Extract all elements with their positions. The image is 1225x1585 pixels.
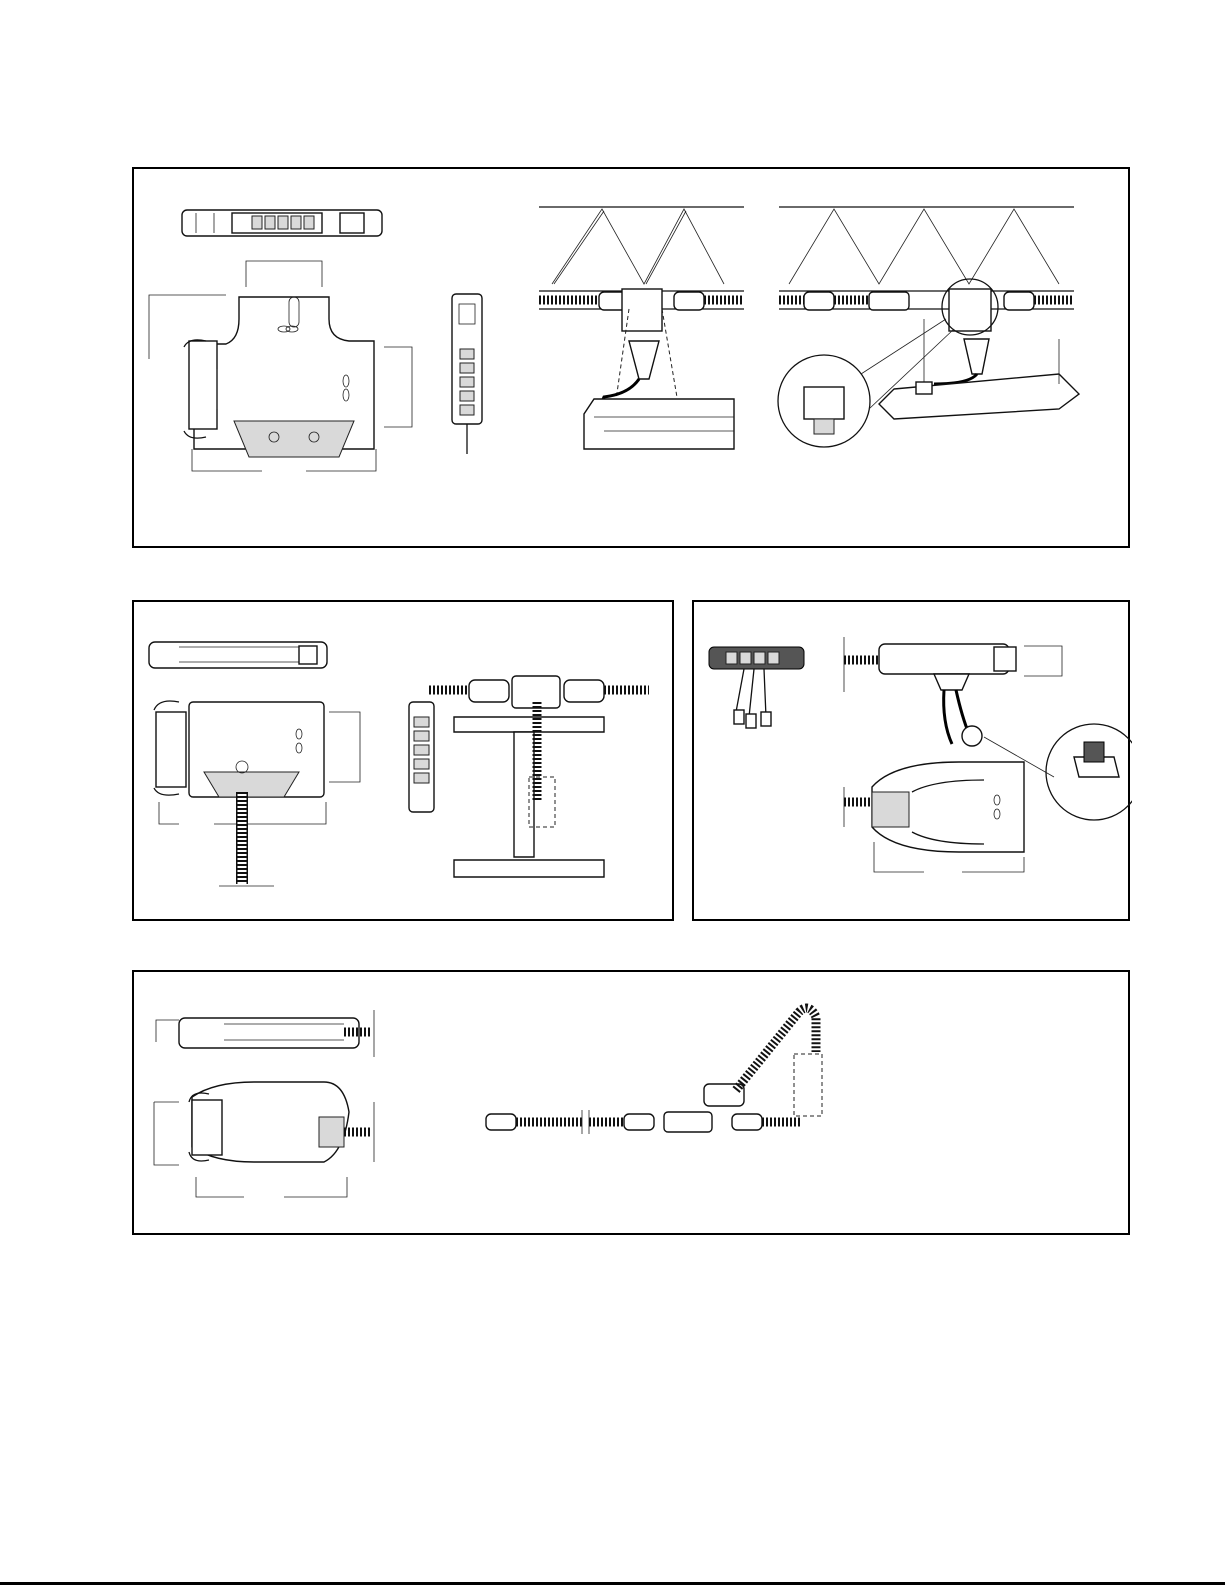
plan-view: [844, 762, 1024, 872]
fixture-install-scene: [778, 207, 1079, 447]
cable-run: [486, 1008, 822, 1134]
panel-1-drawing: [134, 169, 1132, 550]
figure-panel-4: [132, 970, 1130, 1235]
figure-panel-1: [132, 167, 1130, 548]
plan-view: [154, 1082, 374, 1197]
connector-top-view: [149, 642, 327, 668]
connector-side-view: [452, 294, 482, 454]
connector-side-view: [409, 702, 434, 812]
beam-install-scene: [429, 676, 649, 877]
truss-install-scene: [539, 207, 744, 449]
connector-top-view: [182, 210, 382, 236]
end-view: [709, 647, 804, 728]
side-view: [156, 1010, 374, 1057]
panel-3-drawing: [694, 602, 1132, 923]
connector-plan-view: [149, 261, 412, 471]
panel-4-drawing: [134, 972, 1132, 1237]
figure-panel-3: [692, 600, 1130, 921]
panel-2-drawing: [134, 602, 676, 923]
connector-plan-view: [154, 701, 360, 886]
side-view: [844, 637, 1062, 746]
figure-panel-2: [132, 600, 674, 921]
